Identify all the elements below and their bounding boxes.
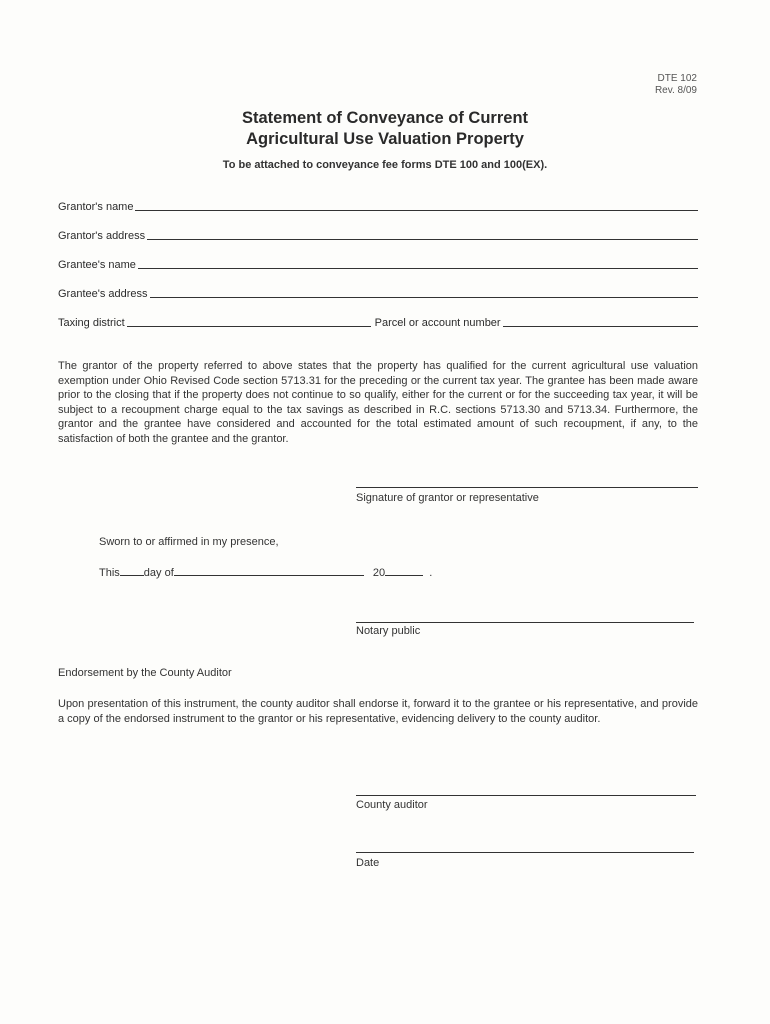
- grantor-name-field[interactable]: [135, 210, 698, 211]
- grantor-address-row: [58, 226, 698, 242]
- date-signature-line[interactable]: [356, 852, 694, 853]
- endorsement-heading: Endorsement by the County Auditor: [58, 667, 232, 679]
- form-title-line2: Agricultural Use Valuation Property: [246, 130, 524, 148]
- notary-signature-line[interactable]: [356, 622, 694, 623]
- grantor-address-label: Grantor's address: [58, 230, 146, 242]
- form-subtitle: To be attached to conveyance fee forms DTE 100 and 100(EX).: [222, 159, 548, 171]
- grantee-address-label: Grantee's address: [58, 288, 148, 300]
- taxing-district-field[interactable]: [127, 326, 371, 327]
- grantor-name-row: [58, 197, 698, 213]
- notary-public-label: Notary public: [356, 625, 421, 637]
- year-prefix: 20: [372, 567, 386, 579]
- endorsement-paragraph: Upon presentation of this instrument, the county auditor shall endorse it, forward it to the grantee or his representative, and provide a copy of the endorsed instrument to the grantor or his representative, evidencing delivery to the county auditor.: [58, 698, 698, 725]
- statement-paragraph: The grantor of the property referred to above states that the property has qualified for the current agricultural use valuation exemption under Ohio Revised Code section 5713.31 for the preceding or the current tax year. The grantee has been made aware prior to the closing that if the property does not continue to so qualify, either for the current or for the succeeding tax year, it will be subject to a recoupment charge equal to the tax savings as described in R.C. sections 5713.30 and 5713.34. Furthermore, the grantor and the grantee have considered and accounted for the total estimated amount of such recoupment, if any, to the satisfaction of both the grantee and the grantor.: [58, 360, 698, 445]
- grantee-address-field[interactable]: [150, 297, 698, 298]
- sworn-statement: Sworn to or affirmed in my presence,: [99, 536, 279, 548]
- grantee-name-label: Grantee's name: [58, 259, 136, 271]
- grantee-name-row: [58, 255, 698, 271]
- year-field[interactable]: [385, 566, 423, 576]
- parcel-number-label: Parcel or account number: [374, 317, 501, 329]
- day-of-label: day of: [143, 567, 174, 579]
- parcel-number-field[interactable]: [503, 326, 698, 327]
- district-parcel-row: [58, 313, 698, 329]
- month-field[interactable]: [174, 566, 364, 576]
- grantor-signature-label: Signature of grantor or representative: [356, 492, 539, 504]
- day-field[interactable]: [120, 566, 144, 576]
- form-revision: Rev. 8/09: [654, 85, 697, 96]
- county-auditor-label: County auditor: [356, 799, 428, 811]
- form-title: [0, 108, 770, 150]
- this-label: This: [99, 567, 120, 579]
- grantee-name-field[interactable]: [138, 268, 698, 269]
- date-period: .: [429, 567, 433, 579]
- date-label: Date: [356, 857, 380, 869]
- taxing-district-label: Taxing district: [58, 317, 125, 329]
- date-row: [99, 566, 432, 579]
- grantor-address-field[interactable]: [147, 239, 698, 240]
- grantor-signature-line[interactable]: [356, 487, 698, 488]
- county-auditor-line[interactable]: [356, 795, 696, 796]
- form-title-line1: Statement of Conveyance of Current: [241, 109, 529, 127]
- form-number-block: [655, 73, 697, 97]
- grantee-address-row: [58, 284, 698, 300]
- grantor-name-label: Grantor's name: [58, 201, 134, 213]
- form-number: DTE 102: [657, 73, 697, 84]
